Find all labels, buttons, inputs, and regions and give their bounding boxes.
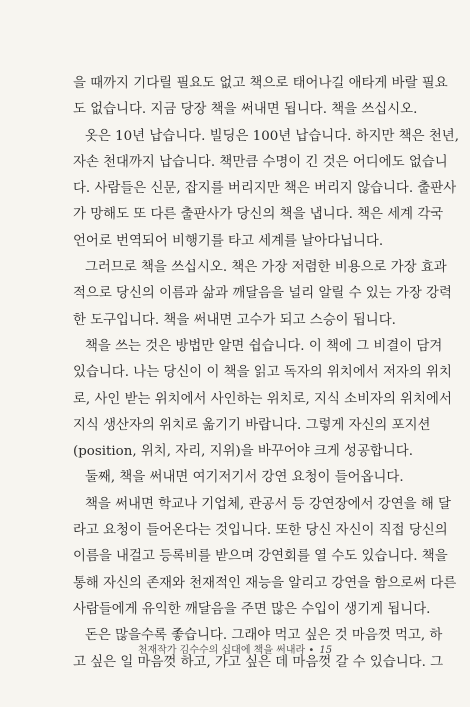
text-line: 책을 써내면 학교나 기업체, 관공서 등 강연장에서 강연을 해 달 <box>85 496 451 512</box>
text-line: 적으로 당신의 이름과 삶과 깨달음을 널리 알릴 수 있는 가장 강력 <box>73 286 452 302</box>
body-text <box>73 71 459 676</box>
text-line: 돈은 많을수록 좋습니다. 그래야 먹고 싶은 것 마음껏 먹고, 하 <box>85 628 443 644</box>
running-title: 천재작가 김수수의 십대에 책을 써내라 • <box>137 645 315 656</box>
text-line: 도 없습니다. 지금 당장 책을 써내면 됩니다. 책을 쓰십시오. <box>73 102 418 118</box>
text-line: 한 도구입니다. 책을 써내면 고수가 되고 스승이 됩니다. <box>73 312 396 328</box>
text-line: 로, 사인 받는 위치에서 사인하는 위치로, 지식 소비자의 위치에서 <box>73 391 452 407</box>
text-line: 통해 자신의 존재와 천재적인 재능을 알리고 강연을 함으로써 다른 <box>73 575 457 591</box>
text-line: 그러므로 책을 쓰십시오. 책은 가장 저렴한 비용으로 가장 효과 <box>85 260 447 276</box>
text-line: 가 망해도 또 다른 출판사가 당신의 책을 냅니다. 책은 세계 각국 <box>73 207 444 223</box>
text-line: 사람들에게 유익한 깨달음을 주면 많은 수입이 생기게 됩니다. <box>73 601 431 617</box>
text-line: 자손 천대까지 납습니다. 책만큼 수명이 긴 것은 어디에도 없습니 <box>73 154 448 170</box>
text-line: 있습니다. 나는 당신이 이 책을 읽고 독자의 위치에서 저자의 위치 <box>73 365 452 381</box>
text-line: 언어로 번역되어 비행기를 타고 세계를 날아다닙니다. <box>73 233 384 249</box>
text-line: 고 싶은 일 마음껏 하고, 가고 싶은 데 마음껏 갈 수 있습니다. 그 <box>73 654 444 670</box>
text-line: 을 때까지 기다릴 필요도 없고 책으로 태어나길 애타게 바랄 필요 <box>73 76 448 91</box>
text-line: 라고 요청이 들어온다는 것입니다. 또한 당신 자신이 직접 당신의 <box>73 523 448 539</box>
text-line: 옷은 10년 납습니다. 빌딩은 100년 납습니다. 하지만 책은 천년, <box>85 128 459 144</box>
text-line: 다. 사람들은 신문, 잡지를 버리지만 책은 버리지 않습니다. 출판사 <box>73 181 457 197</box>
text-line: 지식 생산자의 위치로 옮기기 바랍니다. 그렇게 자신의 포지션 <box>73 417 431 433</box>
text-line: 책을 쓰는 것은 방법만 알면 쉽습니다. 이 책에 그 비결이 담겨 <box>85 338 443 354</box>
text-line: (position, 위치, 자리, 지위)을 바꾸어야 크게 성공합니다. <box>73 444 413 460</box>
text-line: 이름을 내걸고 등록비를 받으며 강연회를 열 수도 있습니다. 책을 <box>73 549 448 565</box>
text-line: 둘째, 책을 써내면 여기저기서 강연 요청이 들어옵니다. <box>85 470 404 486</box>
page-footer <box>0 641 470 656</box>
page-number: 15 <box>319 645 333 656</box>
